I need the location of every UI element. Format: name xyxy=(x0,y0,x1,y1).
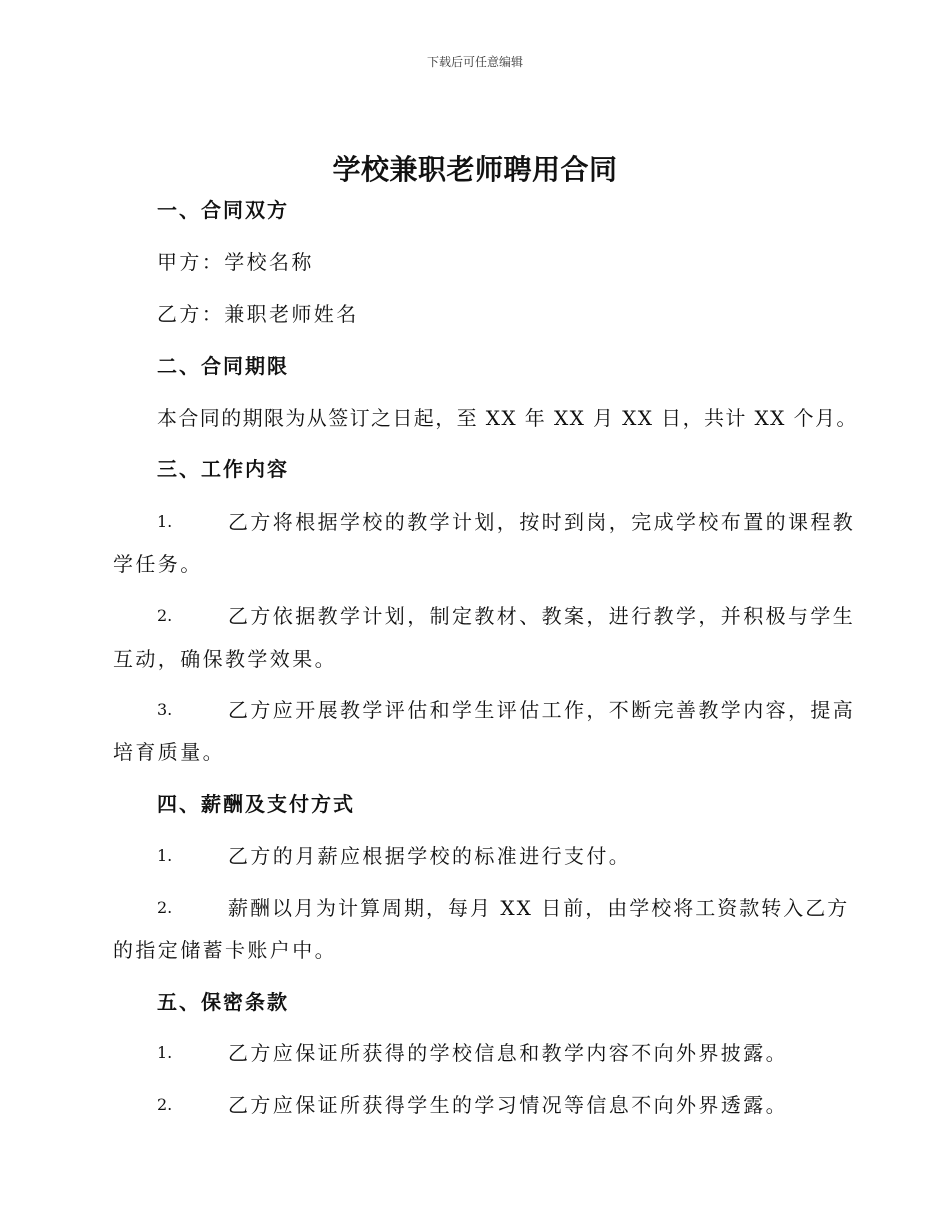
item-text: 的指定储蓄卡账户中。 xyxy=(113,938,337,962)
item-text: 乙方应保证所获得的学校信息和教学内容不向外界披露。 xyxy=(228,1041,788,1065)
item-number: 1. xyxy=(157,846,173,865)
item-text: 学任务。 xyxy=(113,552,203,576)
item-text: 薪酬以月为计算周期，每月 XX 日前，由学校将工资款转入乙方 xyxy=(228,896,850,920)
heading-text: 五、保密条款 xyxy=(157,990,289,1014)
item-text: 乙方应开展教学评估和学生评估工作，不断完善教学内容，提高 xyxy=(228,698,856,722)
item-number: 1. xyxy=(157,1043,173,1062)
item-number: 2. xyxy=(157,606,173,625)
item-text: 互动，确保教学效果。 xyxy=(113,647,337,671)
item-text: 乙方依据教学计划，制定教材、教案，进行教学，并积极与学生 xyxy=(228,604,856,628)
document-title: 学校兼职老师聘用合同 xyxy=(332,153,618,186)
heading-text: 二、合同期限 xyxy=(157,354,289,378)
item-number: 2. xyxy=(157,898,173,917)
heading-text: 四、薪酬及支付方式 xyxy=(157,792,355,816)
item-text: 乙方应保证所获得学生的学习情况等信息不向外界透露。 xyxy=(228,1093,788,1117)
item-text: 乙方将根据学校的教学计划，按时到岗，完成学校布置的课程教 xyxy=(228,510,856,534)
heading-text: 三、工作内容 xyxy=(157,457,289,481)
party-b-text: 乙方：兼职老师姓名 xyxy=(157,302,359,326)
page-header: 下载后可任意编辑 xyxy=(426,55,523,69)
party-a-text: 甲方：学校名称 xyxy=(157,250,314,274)
item-text: 乙方的月薪应根据学校的标准进行支付。 xyxy=(228,844,632,868)
item-number: 2. xyxy=(157,1095,173,1114)
item-number: 3. xyxy=(157,700,173,719)
item-number: 1. xyxy=(157,512,173,531)
item-text: 培育质量。 xyxy=(113,740,225,764)
heading-text: 一、合同双方 xyxy=(157,198,289,222)
term-text: 本合同的期限为从签订之日起，至 XX 年 XX 月 XX 日，共计 XX 个月。 xyxy=(157,406,858,430)
